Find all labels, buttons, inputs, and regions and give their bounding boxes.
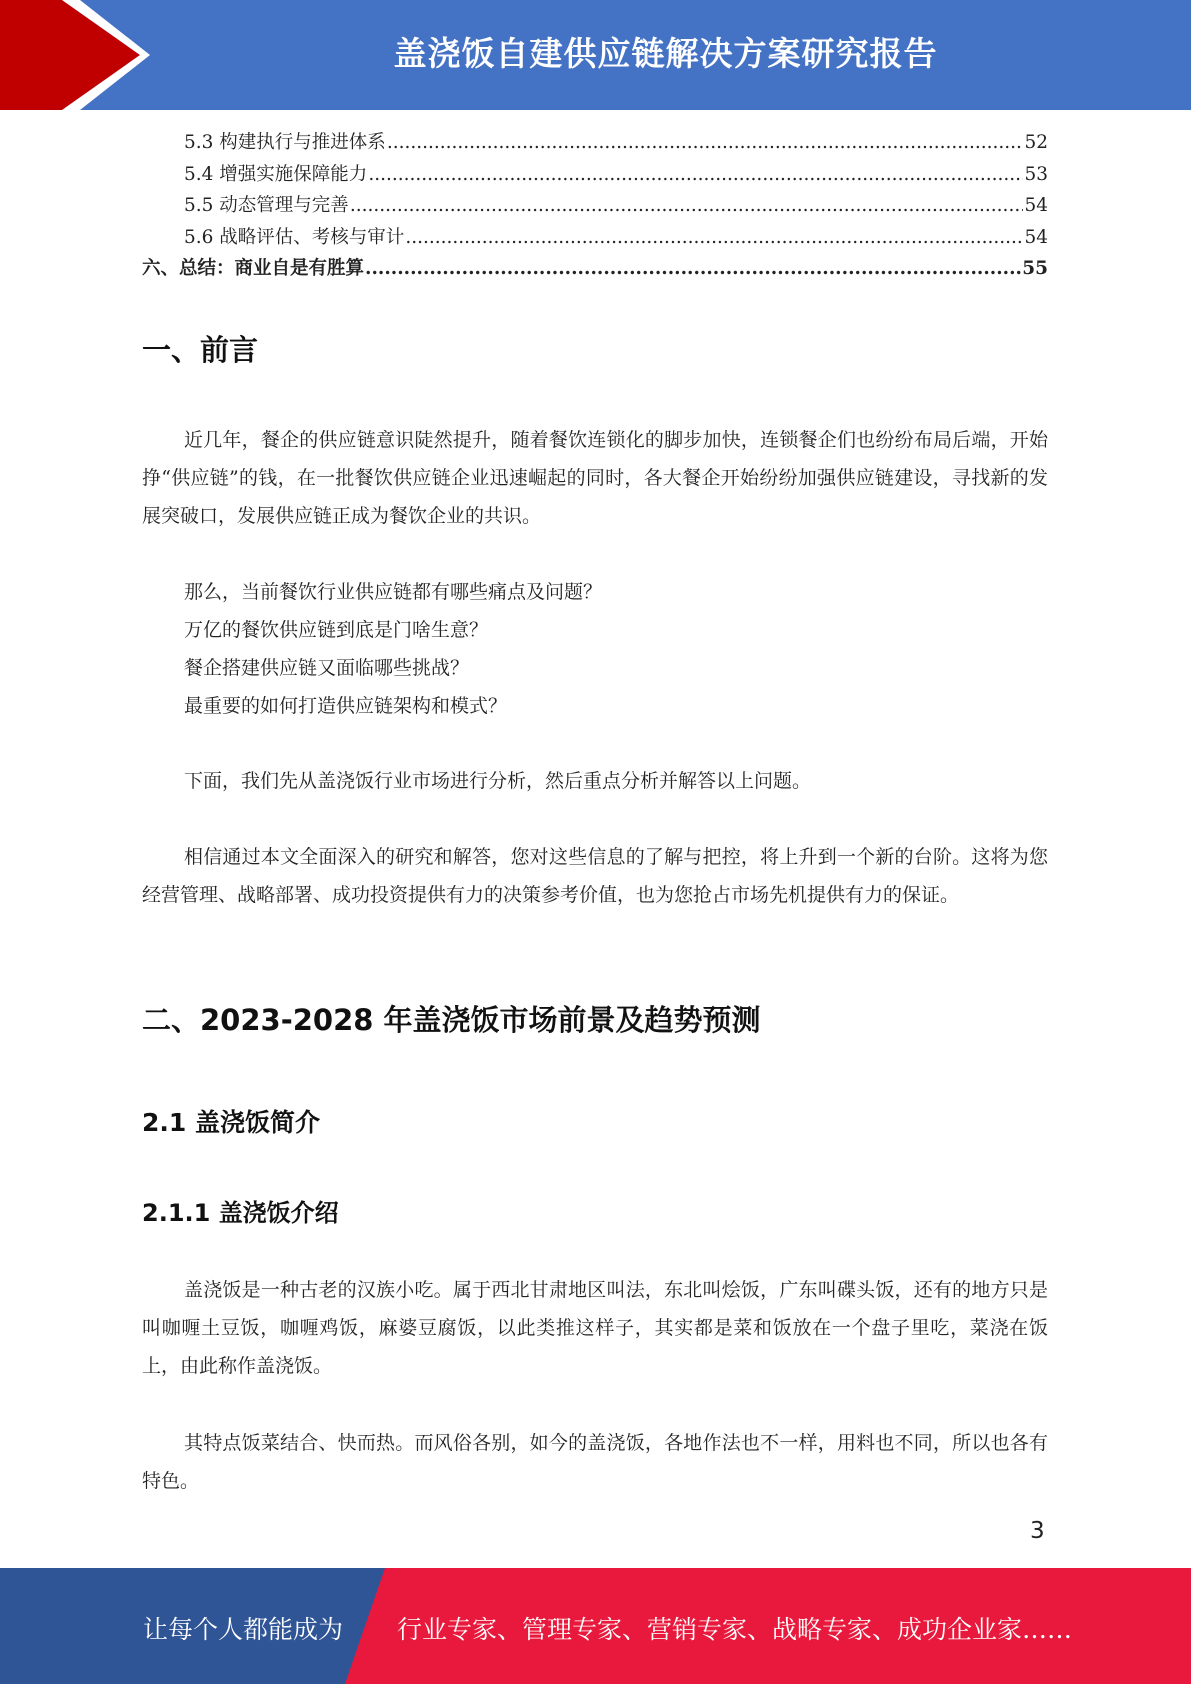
- toc-item-page: 52: [1024, 132, 1048, 153]
- toc-leader: [405, 227, 1023, 248]
- preface-question: 那么，当前餐饮行业供应链都有哪些痛点及问题？: [184, 581, 603, 603]
- footer-slogan-right: 行业专家、管理专家、营销专家、战略专家、成功企业家……: [397, 1615, 1073, 1644]
- page-number: 3: [1030, 1518, 1045, 1544]
- toc-item[interactable]: [142, 223, 1048, 255]
- toc-item-label: 5.4 增强实施保障能力: [184, 163, 368, 185]
- table-of-contents: [142, 128, 1048, 286]
- toc-item-label: 5.6 战略评估、考核与审计: [184, 226, 405, 248]
- preface-question: 餐企搭建供应链又面临哪些挑战？: [184, 657, 470, 679]
- preface-paragraph-1: 近几年，餐企的供应链意识陡然提升，随着餐饮连锁化的脚步加快，连锁餐企们也纷纷布局后端，开始挣“供应链”的钱，在一批餐饮供应链企业迅速崛起的同时，各大餐企开始纷纷加强供应链建设，寻找新的发展突破口，发展供应链正成为餐饮企业的共识。: [142, 429, 1048, 527]
- toc-item-label: 5.3 构建执行与推进体系: [184, 132, 386, 153]
- preface-question: 最重要的如何打造供应链架构和模式？: [184, 695, 508, 717]
- section-heading-market: 二、2023-2028 年盖浇饭市场前景及趋势预测: [142, 1003, 761, 1037]
- toc-leader: [387, 132, 1024, 153]
- intro-paragraph-2: 其特点饭菜结合、快而热。而风俗各别，如今的盖浇饭，各地作法也不一样，用料也不同，所以也各有特色。: [142, 1432, 1048, 1492]
- preface-paragraph-2: 下面，我们先从盖浇饭行业市场进行分析，然后重点分析并解答以上问题。: [184, 770, 812, 792]
- toc-item[interactable]: [142, 128, 1048, 160]
- preface-paragraph-3: 相信通过本文全面深入的研究和解答，您对这些信息的了解与把控，将上升到一个新的台阶。这将为您经营管理、战略部署、成功投资提供有力的决策参考价值，也为您抢占市场先机提供有力的保证。: [142, 846, 1048, 906]
- toc-leader: [365, 258, 1021, 279]
- subsection-heading: 2.1 盖浇饭简介: [142, 1108, 320, 1137]
- toc-item-page: 55: [1022, 258, 1048, 279]
- toc-item-page: 53: [1024, 163, 1048, 185]
- toc-item[interactable]: [142, 160, 1048, 192]
- toc-item[interactable]: [142, 254, 1048, 286]
- toc-leader: [350, 195, 1024, 216]
- toc-item-label: 5.5 动态管理与完善: [184, 195, 349, 216]
- toc-item-page: 54: [1024, 195, 1048, 216]
- preface-question: 万亿的餐饮供应链到底是门啥生意？: [184, 619, 489, 641]
- toc-item[interactable]: [142, 191, 1048, 223]
- toc-item-label: 六、总结：商业自是有胜算: [142, 258, 365, 279]
- header-title: 盖浇饭自建供应链解决方案研究报告: [393, 34, 938, 73]
- section-heading-preface: 一、前言: [142, 333, 259, 367]
- intro-paragraph-1: 盖浇饭是一种古老的汉族小吃。属于西北甘肃地区叫法，东北叫烩饭，广东叫碟头饭，还有的地方只是叫咖喱土豆饭，咖喱鸡饭，麻婆豆腐饭，以此类推这样子，其实都是菜和饭放在一个盘子里吃，菜浇在饭上，由此称作盖浇饭。: [142, 1279, 1048, 1377]
- toc-item-page: 54: [1024, 226, 1048, 248]
- page-header: [0, 0, 1191, 110]
- footer-slogan-left: 让每个人都能成为: [143, 1615, 344, 1644]
- toc-leader: [368, 164, 1023, 185]
- subsubsection-heading: 2.1.1 盖浇饭介绍: [142, 1199, 339, 1227]
- page-footer: [0, 1568, 1191, 1684]
